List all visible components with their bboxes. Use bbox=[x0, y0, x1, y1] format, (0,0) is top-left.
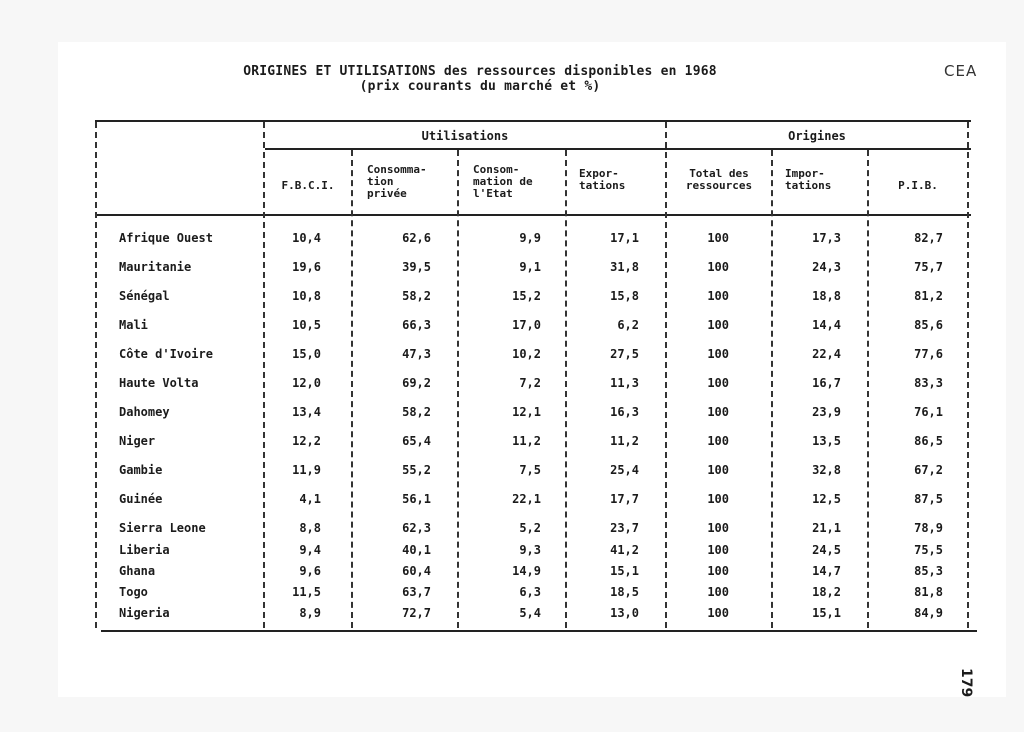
value-cell: 12,1 bbox=[512, 405, 541, 419]
value-cell: 63,7 bbox=[402, 585, 431, 599]
value-cell: 24,3 bbox=[812, 260, 841, 274]
value-cell: 8,8 bbox=[299, 521, 321, 535]
table-row bbox=[95, 520, 971, 542]
value-cell: 85,3 bbox=[914, 564, 943, 578]
value-cell: 10,8 bbox=[292, 289, 321, 303]
value-cell: 87,5 bbox=[914, 492, 943, 506]
country-cell: Afrique Ouest bbox=[119, 231, 213, 245]
value-cell: 13,0 bbox=[610, 606, 639, 620]
country-cell: Côte d'Ivoire bbox=[119, 347, 213, 361]
value-cell: 100 bbox=[707, 434, 729, 448]
country-cell: Togo bbox=[119, 585, 148, 599]
country-cell: Sénégal bbox=[119, 289, 170, 303]
country-cell: Nigeria bbox=[119, 606, 170, 620]
table-row bbox=[95, 605, 971, 627]
value-cell: 16,3 bbox=[610, 405, 639, 419]
data-table bbox=[95, 120, 971, 632]
value-cell: 4,1 bbox=[299, 492, 321, 506]
value-cell: 13,5 bbox=[812, 434, 841, 448]
value-cell: 62,6 bbox=[402, 231, 431, 245]
value-cell: 24,5 bbox=[812, 543, 841, 557]
header-bottom-rule bbox=[95, 214, 971, 216]
country-cell: Mali bbox=[119, 318, 148, 332]
country-cell: Dahomey bbox=[119, 405, 170, 419]
value-cell: 14,7 bbox=[812, 564, 841, 578]
value-cell: 31,8 bbox=[610, 260, 639, 274]
value-cell: 75,5 bbox=[914, 543, 943, 557]
table-row bbox=[95, 404, 971, 426]
value-cell: 100 bbox=[707, 564, 729, 578]
table-row bbox=[95, 259, 971, 281]
value-cell: 15,0 bbox=[292, 347, 321, 361]
country-cell: Mauritanie bbox=[119, 260, 192, 274]
value-cell: 84,9 bbox=[914, 606, 943, 620]
title-line-2: (prix courants du marché et %) bbox=[359, 79, 601, 94]
value-cell: 27,5 bbox=[610, 347, 639, 361]
value-cell: 100 bbox=[707, 585, 729, 599]
column-header-pib: P.I.B. bbox=[898, 179, 938, 192]
value-cell: 81,2 bbox=[914, 289, 943, 303]
column-header-fbci: F.B.C.I. bbox=[281, 179, 335, 192]
value-cell: 86,5 bbox=[914, 434, 943, 448]
value-cell: 18,2 bbox=[812, 585, 841, 599]
value-cell: 78,9 bbox=[914, 521, 943, 535]
table-row bbox=[95, 230, 971, 252]
value-cell: 58,2 bbox=[402, 289, 431, 303]
value-cell: 12,2 bbox=[292, 434, 321, 448]
value-cell: 5,2 bbox=[519, 521, 541, 535]
value-cell: 41,2 bbox=[610, 543, 639, 557]
value-cell: 100 bbox=[707, 521, 729, 535]
value-cell: 17,1 bbox=[610, 231, 639, 245]
value-cell: 9,9 bbox=[519, 231, 541, 245]
value-cell: 72,7 bbox=[402, 606, 431, 620]
value-cell: 6,3 bbox=[519, 585, 541, 599]
value-cell: 9,1 bbox=[519, 260, 541, 274]
country-cell: Guinée bbox=[119, 492, 163, 506]
value-cell: 12,5 bbox=[812, 492, 841, 506]
value-cell: 12,0 bbox=[292, 376, 321, 390]
value-cell: 58,2 bbox=[402, 405, 431, 419]
value-cell: 23,7 bbox=[610, 521, 639, 535]
value-cell: 13,4 bbox=[292, 405, 321, 419]
value-cell: 56,1 bbox=[402, 492, 431, 506]
value-cell: 100 bbox=[707, 318, 729, 332]
group-header-rule bbox=[265, 148, 971, 150]
value-cell: 100 bbox=[707, 260, 729, 274]
value-cell: 18,8 bbox=[812, 289, 841, 303]
value-cell: 15,1 bbox=[812, 606, 841, 620]
value-cell: 8,9 bbox=[299, 606, 321, 620]
value-cell: 77,6 bbox=[914, 347, 943, 361]
value-cell: 22,4 bbox=[812, 347, 841, 361]
value-cell: 9,4 bbox=[299, 543, 321, 557]
table-row bbox=[95, 346, 971, 368]
value-cell: 60,4 bbox=[402, 564, 431, 578]
group-header-utilisations: Utilisations bbox=[421, 129, 509, 143]
table-row bbox=[95, 542, 971, 564]
column-header-consommation-privee: Consomma- tion privée bbox=[367, 163, 427, 200]
value-cell: 82,7 bbox=[914, 231, 943, 245]
value-cell: 100 bbox=[707, 492, 729, 506]
value-cell: 10,2 bbox=[512, 347, 541, 361]
country-cell: Ghana bbox=[119, 564, 156, 578]
table-row bbox=[95, 563, 971, 585]
value-cell: 76,1 bbox=[914, 405, 943, 419]
value-cell: 7,2 bbox=[519, 376, 541, 390]
table-bottom-rule bbox=[101, 630, 977, 632]
value-cell: 9,6 bbox=[299, 564, 321, 578]
value-cell: 5,4 bbox=[519, 606, 541, 620]
value-cell: 83,3 bbox=[914, 376, 943, 390]
value-cell: 16,7 bbox=[812, 376, 841, 390]
value-cell: 11,2 bbox=[512, 434, 541, 448]
value-cell: 23,9 bbox=[812, 405, 841, 419]
country-cell: Gambie bbox=[119, 463, 163, 477]
document-title bbox=[0, 64, 960, 94]
value-cell: 10,5 bbox=[292, 318, 321, 332]
value-cell: 100 bbox=[707, 405, 729, 419]
value-cell: 55,2 bbox=[402, 463, 431, 477]
value-cell: 81,8 bbox=[914, 585, 943, 599]
column-header-consommation-etat: Consom- mation de l'Etat bbox=[473, 163, 533, 200]
value-cell: 11,2 bbox=[610, 434, 639, 448]
value-cell: 39,5 bbox=[402, 260, 431, 274]
value-cell: 40,1 bbox=[402, 543, 431, 557]
value-cell: 25,4 bbox=[610, 463, 639, 477]
table-row bbox=[95, 375, 971, 397]
page-number: 179 bbox=[958, 668, 974, 698]
value-cell: 18,5 bbox=[610, 585, 639, 599]
value-cell: 100 bbox=[707, 347, 729, 361]
value-cell: 69,2 bbox=[402, 376, 431, 390]
table-row bbox=[95, 433, 971, 455]
value-cell: 67,2 bbox=[914, 463, 943, 477]
value-cell: 32,8 bbox=[812, 463, 841, 477]
corner-note: CEA bbox=[944, 62, 978, 80]
table-row bbox=[95, 317, 971, 339]
value-cell: 11,3 bbox=[610, 376, 639, 390]
value-cell: 15,2 bbox=[512, 289, 541, 303]
country-cell: Liberia bbox=[119, 543, 170, 557]
value-cell: 100 bbox=[707, 376, 729, 390]
value-cell: 15,8 bbox=[610, 289, 639, 303]
value-cell: 66,3 bbox=[402, 318, 431, 332]
column-header-total-ressources: Total des ressources bbox=[685, 167, 753, 192]
table-row bbox=[95, 491, 971, 513]
value-cell: 11,9 bbox=[292, 463, 321, 477]
table-row bbox=[95, 462, 971, 484]
value-cell: 14,9 bbox=[512, 564, 541, 578]
group-header-origines: Origines bbox=[788, 129, 846, 143]
value-cell: 17,0 bbox=[512, 318, 541, 332]
value-cell: 75,7 bbox=[914, 260, 943, 274]
value-cell: 6,2 bbox=[617, 318, 639, 332]
value-cell: 21,1 bbox=[812, 521, 841, 535]
value-cell: 100 bbox=[707, 231, 729, 245]
country-cell: Niger bbox=[119, 434, 156, 448]
value-cell: 15,1 bbox=[610, 564, 639, 578]
value-cell: 100 bbox=[707, 606, 729, 620]
value-cell: 7,5 bbox=[519, 463, 541, 477]
value-cell: 19,6 bbox=[292, 260, 321, 274]
column-header-exportations: Expor- tations bbox=[579, 167, 626, 192]
value-cell: 9,3 bbox=[519, 543, 541, 557]
value-cell: 100 bbox=[707, 289, 729, 303]
value-cell: 10,4 bbox=[292, 231, 321, 245]
table-row bbox=[95, 584, 971, 606]
table-row bbox=[95, 288, 971, 310]
country-cell: Sierra Leone bbox=[119, 521, 206, 535]
value-cell: 100 bbox=[707, 463, 729, 477]
value-cell: 65,4 bbox=[402, 434, 431, 448]
value-cell: 47,3 bbox=[402, 347, 431, 361]
table-top-rule bbox=[95, 120, 971, 122]
value-cell: 100 bbox=[707, 543, 729, 557]
value-cell: 22,1 bbox=[512, 492, 541, 506]
value-cell: 14,4 bbox=[812, 318, 841, 332]
value-cell: 11,5 bbox=[292, 585, 321, 599]
value-cell: 62,3 bbox=[402, 521, 431, 535]
value-cell: 85,6 bbox=[914, 318, 943, 332]
country-cell: Haute Volta bbox=[119, 376, 199, 390]
value-cell: 17,7 bbox=[610, 492, 639, 506]
column-header-importations: Impor- tations bbox=[785, 167, 832, 192]
title-line-1: ORIGINES ET UTILISATIONS des ressources disponibles en 1968 bbox=[243, 64, 717, 79]
value-cell: 17,3 bbox=[812, 231, 841, 245]
